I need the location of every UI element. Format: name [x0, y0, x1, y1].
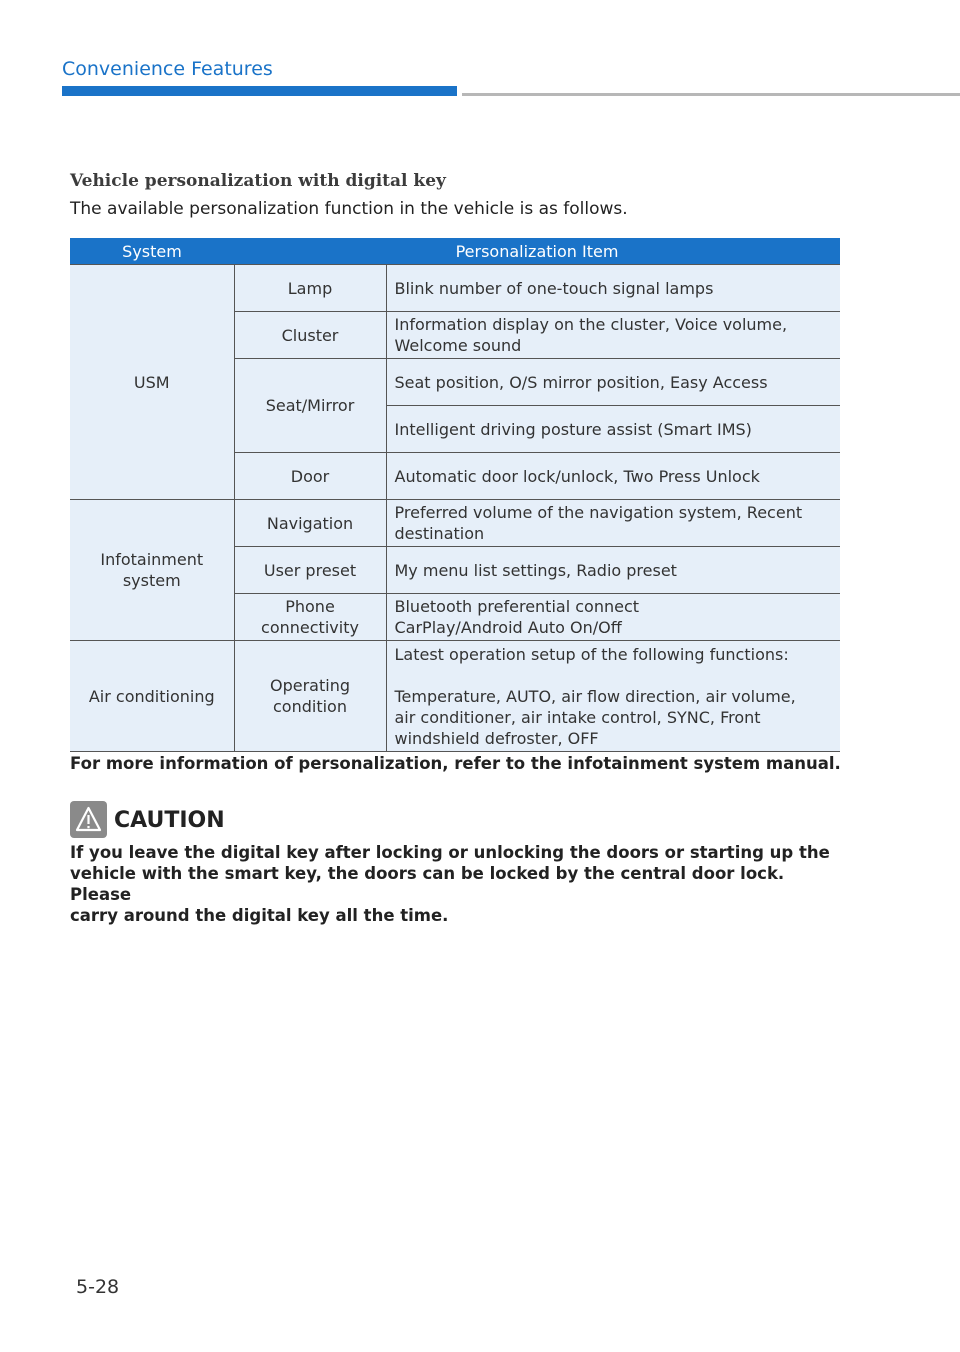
- caution-text: [70, 842, 840, 926]
- header-personalization-item: Personalization Item: [234, 238, 840, 265]
- category-cluster: Cluster: [234, 312, 386, 359]
- system-infotainment-line2: system: [122, 571, 181, 590]
- system-air-conditioning: Air conditioning: [70, 641, 234, 752]
- category-seat-mirror: Seat/Mirror: [234, 359, 386, 453]
- item-smart-ims: Intelligent driving posture assist (Smart IMS): [386, 406, 840, 453]
- category-phone-line2: connectivity: [261, 618, 359, 637]
- system-usm: USM: [70, 265, 234, 500]
- item-cluster: [386, 312, 840, 359]
- caution-title: CAUTION: [114, 808, 225, 833]
- caution-line3: carry around the digital key all the time.: [70, 906, 449, 925]
- item-phone-connectivity: [386, 594, 840, 641]
- item-operating-condition: [386, 641, 840, 752]
- intro-text: The available personalization function in the vehicle is as follows.: [70, 199, 628, 219]
- category-user-preset: User preset: [234, 547, 386, 594]
- category-phone-connectivity: [234, 594, 386, 641]
- item-operating-line3: air conditioner, air intake control, SYNC, Front: [394, 707, 761, 727]
- table-row: [70, 641, 840, 752]
- category-navigation: Navigation: [234, 500, 386, 547]
- caution-line2: vehicle with the smart key, the doors can be locked by the central door lock. Please: [70, 864, 785, 904]
- table-row: [70, 500, 840, 547]
- sub-heading: Vehicle personalization with digital key: [70, 171, 446, 191]
- header-bar-accent: [62, 86, 457, 96]
- item-operating-line1: Latest operation setup of the following functions:: [394, 644, 789, 664]
- item-operating-line4: windshield defroster, OFF: [394, 728, 599, 748]
- caution-line1: If you leave the digital key after locking or unlocking the doors or starting up the: [70, 843, 830, 862]
- item-navigation-line1: Preferred volume of the navigation system, Recent: [394, 503, 803, 522]
- item-door: Automatic door lock/unlock, Two Press Unlock: [386, 453, 840, 500]
- system-infotainment: [70, 500, 234, 641]
- item-user-preset: My menu list settings, Radio preset: [386, 547, 840, 594]
- category-door: Door: [234, 453, 386, 500]
- warning-triangle-icon: [70, 801, 107, 838]
- item-navigation: [386, 500, 840, 547]
- category-operating-line1: Operating: [270, 676, 350, 695]
- item-phone-line2: CarPlay/Android Auto On/Off: [394, 618, 622, 637]
- category-phone-line1: Phone: [285, 597, 335, 616]
- page-number: 5-28: [76, 1276, 120, 1298]
- infotainment-note: For more information of personalization, refer to the infotainment system manual.: [70, 754, 841, 773]
- item-operating-line2: Temperature, AUTO, air flow direction, air volume,: [394, 686, 796, 706]
- table-header-row: [70, 238, 840, 265]
- personalization-table: [70, 238, 840, 752]
- item-phone-line1: Bluetooth preferential connect: [394, 597, 640, 616]
- item-lamp: Blink number of one-touch signal lamps: [386, 265, 840, 312]
- table-row: [70, 265, 840, 312]
- section-title: Convenience Features: [62, 58, 273, 80]
- item-navigation-line2: destination: [394, 524, 485, 543]
- header-system: System: [70, 238, 234, 265]
- category-lamp: Lamp: [234, 265, 386, 312]
- system-infotainment-line1: Infotainment: [100, 550, 204, 569]
- item-cluster-line2: Welcome sound: [394, 336, 522, 355]
- category-operating-line2: condition: [273, 697, 347, 716]
- item-cluster-line1: Information display on the cluster, Voice volume,: [394, 315, 788, 334]
- item-seat-position: Seat position, O/S mirror position, Easy Access: [386, 359, 840, 406]
- category-operating-condition: [234, 641, 386, 752]
- header-bar-rule: [462, 93, 960, 96]
